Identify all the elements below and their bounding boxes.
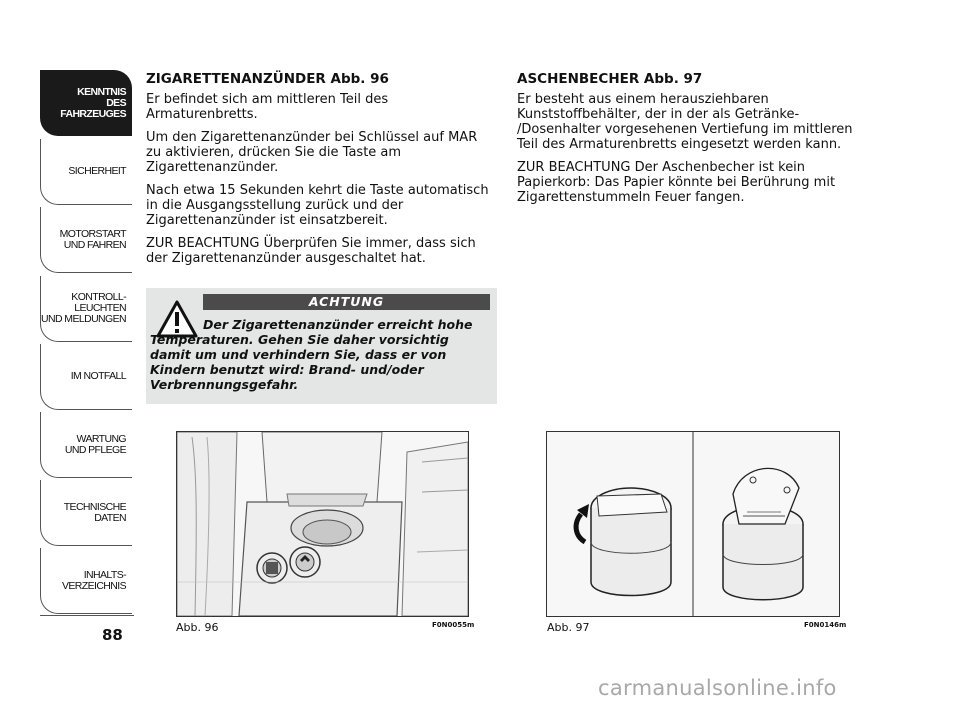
section-heading-aschenbecher: ASCHENBECHER Abb. 97 bbox=[517, 71, 703, 87]
warning-header: ACHTUNG bbox=[203, 294, 490, 310]
figure-cigarette-lighter bbox=[176, 431, 469, 617]
figure-caption-97: Abb. 97 bbox=[547, 621, 590, 634]
tab-motorstart[interactable]: MOTORSTART UND FAHREN bbox=[40, 207, 132, 273]
tab-kontrollleuchten[interactable]: KONTROLL- LEUCHTEN UND MELDUNGEN bbox=[40, 276, 132, 342]
tab-sicherheit[interactable]: SICHERHEIT bbox=[40, 139, 132, 205]
warning-box bbox=[146, 288, 497, 404]
paragraph: Nach etwa 15 Sekunden kehrt die Taste automatisch in die Ausgangsstellung zurück und der Zigarettenanzünder ist einsatzbereit. bbox=[146, 183, 489, 228]
tab-kenntnis[interactable]: KENNTNIS DES FAHRZEUGES bbox=[40, 70, 132, 136]
tab-im-notfall[interactable]: IM NOTFALL bbox=[40, 344, 132, 410]
paragraph: Er besteht aus einem herausziehbaren Kunststoffbehälter, der in der als Getränke- /Dosenhalter vorgesehenen Vertiefung im mittleren Teil des Armaturenbretts eingesetzt werden kann. bbox=[517, 92, 853, 152]
left-column bbox=[146, 72, 496, 274]
figure-code-96: F0N0055m bbox=[432, 621, 475, 629]
paragraph: Er befindet sich am mittleren Teil des Armaturenbretts. bbox=[146, 92, 389, 122]
tab-inhaltsverzeichnis[interactable]: INHALTS- VERZEICHNIS bbox=[40, 548, 132, 614]
page-number: 88 bbox=[102, 626, 123, 644]
paragraph: ZUR BEACHTUNG Überprüfen Sie immer, dass sich der Zigarettenanzünder ausgeschaltet hat. bbox=[146, 236, 476, 266]
paragraph: ZUR BEACHTUNG Der Aschenbecher ist kein Papierkorb: Das Papier könnte bei Berührung mit Zigarettenstummeln Feuer fangen. bbox=[517, 160, 836, 205]
tab-wartung[interactable]: WARTUNG UND PFLEGE bbox=[40, 412, 132, 478]
section-heading-zigarettenanzuender: ZIGARETTENANZÜNDER Abb. 96 bbox=[146, 71, 389, 87]
figure-code-97: F0N0146m bbox=[804, 621, 847, 629]
warning-text: Der Zigarettenanzünder erreicht hohe Temperaturen. Gehen Sie daher vorsichtig damit um und verhindern Sie, dass er von Kindern benutzt wird: Brand- und/oder Verbrennungsgefahr. bbox=[150, 317, 473, 392]
cigarette-lighter-illustration bbox=[177, 432, 468, 616]
sidebar-divider bbox=[40, 615, 134, 616]
watermark: carmanualsonline.info bbox=[598, 676, 837, 700]
figure-caption-96: Abb. 96 bbox=[176, 621, 219, 634]
ashtray-illustration bbox=[547, 432, 839, 616]
paragraph: Um den Zigarettenanzünder bei Schlüssel auf MAR zu aktivieren, drücken Sie die Taste am Zigarettenanzünder. bbox=[146, 130, 478, 175]
right-column bbox=[517, 72, 877, 213]
figure-ashtray bbox=[546, 431, 840, 617]
tab-technische-daten[interactable]: TECHNISCHE DATEN bbox=[40, 480, 132, 546]
